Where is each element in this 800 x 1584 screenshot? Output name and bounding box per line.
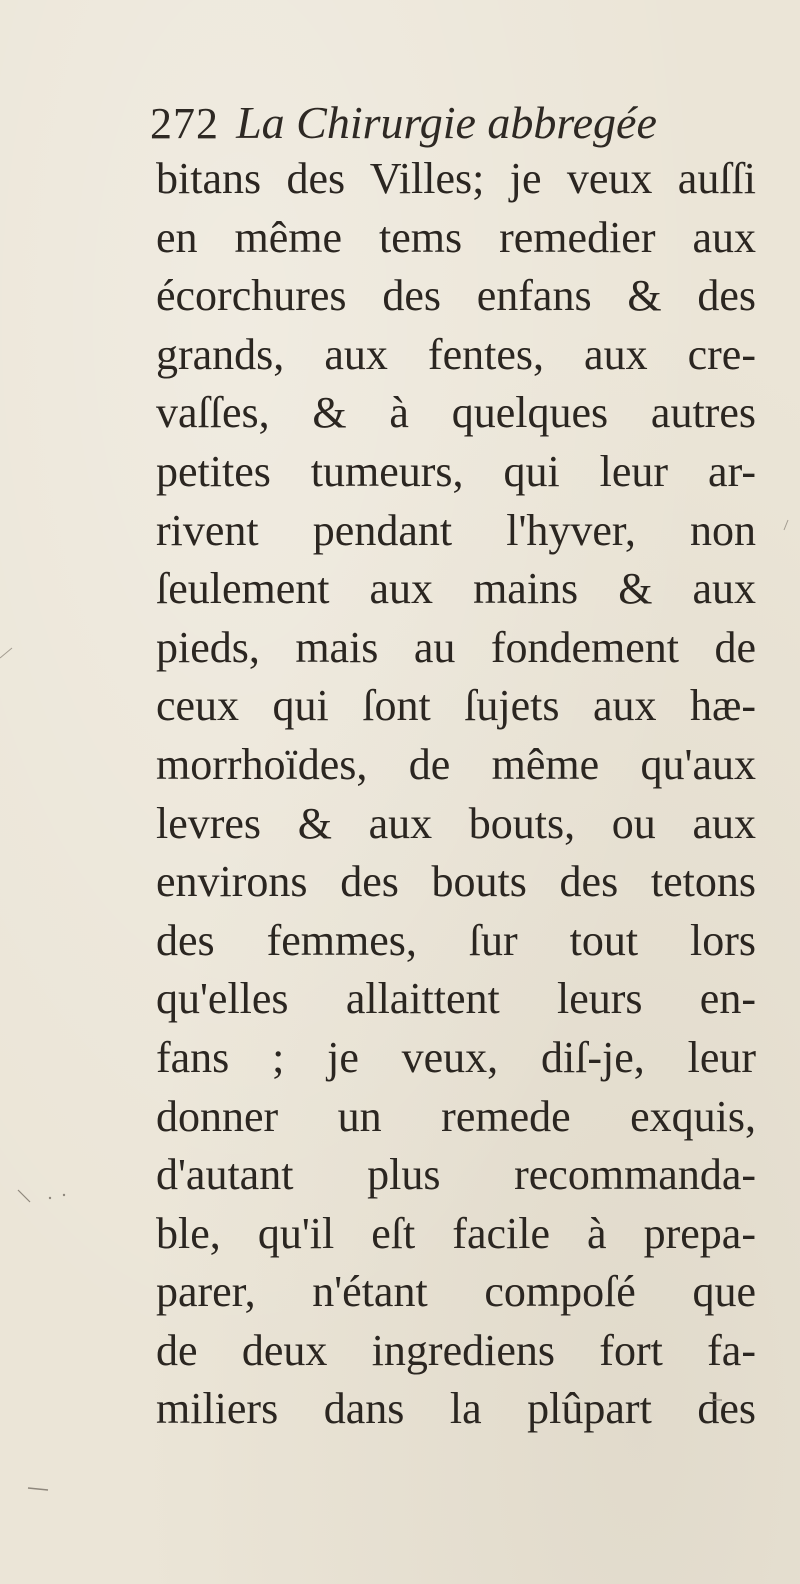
text-line: de deux ingrediens fort fa- [156,1325,756,1375]
text-line: grands, aux fentes, aux cre- [156,329,756,379]
text-line: vaſſes, & à quelques autres [156,388,756,438]
text-line: des femmes, ſur tout lors [156,915,756,965]
text-line: pieds, mais au fondement de [156,622,756,672]
text-line: ble, qu'il eſt facile à prepa- [156,1208,756,1258]
text-line: d'autant plus recommanda- [156,1150,756,1200]
text-line: qu'elles allaittent leurs en- [156,974,756,1024]
text-line: miliers dans la plûpart des [156,1384,756,1434]
text-line: ſeulement aux mains & aux [156,564,756,614]
page-number: 272 [150,99,219,148]
text-line: ceux qui ſont ſujets aux hæ- [156,681,756,731]
text-line: morrhoïdes, de même qu'aux [156,739,756,789]
text-line: fans ; je veux, diſ-je, leur [156,1032,756,1082]
running-title: La Chirurgie abbregée [236,97,657,148]
text-line: donner un remede exquis, [156,1091,756,1141]
text-line: environs des bouts des tetons [156,857,756,907]
text-line: levres & aux bouts, ou aux [156,798,756,848]
text-line: parer, n'étant compoſé que [156,1267,756,1317]
text-line: petites tumeurs, qui leur ar- [156,446,756,496]
text-line: bitans des Villes; je veux auſſi [156,154,756,203]
text-line: en même tems remedier aux [156,212,756,262]
text-line: rivent pendant l'hyver, non [156,505,756,555]
text-line: écorchures des enfans & des [156,271,756,321]
